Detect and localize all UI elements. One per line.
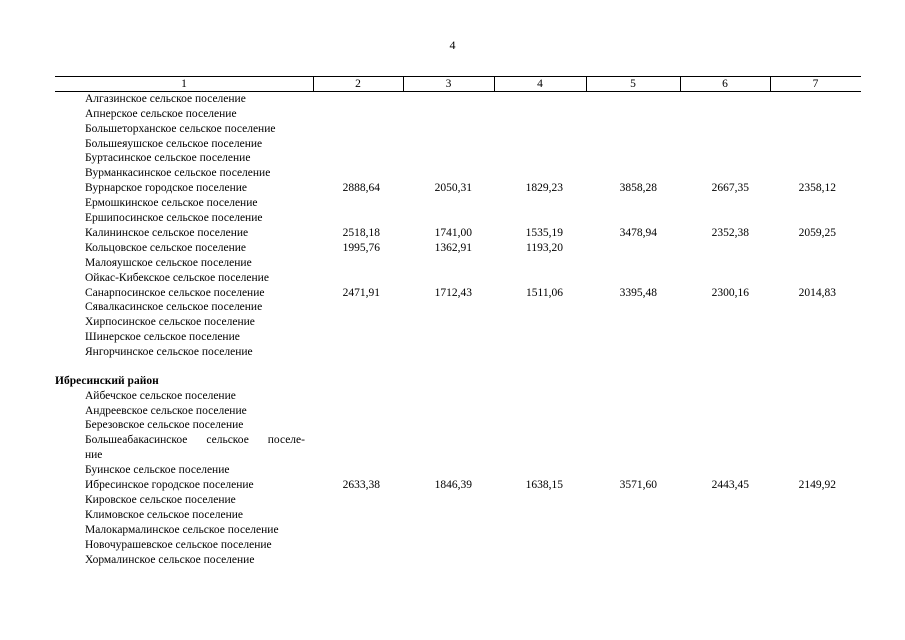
cell-col-6: 2352,38: [711, 227, 749, 239]
settlement-name: Ершипосинское сельское поселение: [85, 212, 263, 224]
settlement-name: [85, 433, 305, 448]
table-row: [0, 523, 905, 538]
table-row-continuation: [0, 448, 905, 463]
table-row: [0, 418, 905, 433]
table-row: [0, 508, 905, 523]
column-header-5: 5: [630, 78, 636, 90]
settlement-name: Янгорчинское сельское поселение: [85, 346, 253, 358]
table-row: [0, 181, 905, 196]
cell-col-7: 2059,25: [798, 227, 836, 239]
settlement-name-part: Большеабакасинское: [85, 434, 188, 446]
table-row: [0, 300, 905, 315]
district-heading-row: [0, 374, 905, 389]
table-row: [0, 256, 905, 271]
cell-col-6: 2300,16: [711, 287, 749, 299]
cell-col-5: 3478,94: [619, 227, 657, 239]
cell-col-3: 1741,00: [434, 227, 472, 239]
table-row: [0, 315, 905, 330]
settlement-name: Шинерское сельское поселение: [85, 331, 240, 343]
table-row: [0, 478, 905, 493]
table-row: [0, 166, 905, 181]
page-number: 4: [449, 38, 456, 52]
settlement-name: Малояушское сельское поселение: [85, 257, 252, 269]
cell-col-4: 1193,20: [526, 242, 563, 254]
cell-col-2: 2471,91: [342, 287, 380, 299]
settlement-name: Айбечское сельское поселение: [85, 390, 236, 402]
cell-col-3: 1712,43: [434, 287, 472, 299]
cell-col-2: 2888,64: [342, 182, 380, 194]
cell-col-3: 2050,31: [434, 182, 472, 194]
table-row: [0, 196, 905, 211]
settlement-name: Ойкас-Кибекское сельское поселение: [85, 272, 269, 284]
settlement-name-part: поселе-: [267, 434, 305, 446]
settlement-name: Алгазинское сельское поселение: [85, 93, 246, 105]
cell-col-7: 2149,92: [798, 479, 836, 491]
district-name: Ибресинский район: [55, 375, 159, 387]
cell-col-4: 1511,06: [526, 287, 563, 299]
settlement-name: Буинское сельское поселение: [85, 464, 230, 476]
settlement-name-part: сельское: [206, 434, 249, 446]
table-row: [0, 107, 905, 122]
column-header-7: 7: [812, 78, 819, 90]
cell-col-6: 2443,45: [711, 479, 749, 491]
settlement-name: Калининское сельское поселение: [85, 227, 249, 239]
settlement-name: Ермошкинское сельское поселение: [85, 197, 258, 209]
settlement-name-continuation: ние: [85, 449, 103, 461]
table-row: [0, 433, 905, 448]
table-row: [0, 404, 905, 419]
settlement-name: Большеторханское сельское поселение: [85, 123, 276, 135]
table-row: [0, 122, 905, 137]
table-row: [0, 463, 905, 478]
settlement-name: Буртасинское сельское поселение: [85, 152, 251, 164]
table-row: [0, 553, 905, 568]
table-row: [0, 151, 905, 166]
table-row: [0, 345, 905, 360]
table-row: [0, 241, 905, 256]
cell-col-5: 3858,28: [619, 182, 657, 194]
cell-col-5: 3571,60: [619, 479, 657, 491]
cell-col-2: 1995,76: [342, 242, 380, 254]
settlement-name: Апнерское сельское поселение: [85, 108, 237, 120]
settlement-name: Березовское сельское поселение: [85, 419, 244, 431]
column-header-1: 1: [181, 78, 187, 90]
cell-col-4: 1535,19: [525, 227, 563, 239]
table-row: [0, 211, 905, 226]
table-row: [0, 92, 905, 107]
cell-col-5: 3395,48: [619, 287, 657, 299]
column-header-6: 6: [722, 78, 728, 90]
settlement-name: Ибресинское городское поселение: [85, 479, 254, 491]
settlement-name: Хормалинское сельское поселение: [85, 554, 255, 566]
settlement-name: Андреевское сельское поселение: [85, 405, 247, 417]
settlement-name: Малокармалинское сельское поселение: [85, 524, 279, 536]
settlement-name: Сявалкасинское сельское поселение: [85, 301, 263, 313]
table-row: [0, 226, 905, 241]
column-header-3: 3: [445, 78, 452, 90]
table-row: [0, 493, 905, 508]
cell-col-2: 2633,38: [342, 479, 380, 491]
cell-col-7: 2358,12: [798, 182, 836, 194]
column-header-2: 2: [355, 78, 361, 90]
table-row: [0, 538, 905, 553]
cell-col-4: 1638,15: [525, 479, 563, 491]
cell-col-4: 1829,23: [525, 182, 563, 194]
cell-col-2: 2518,18: [342, 227, 380, 239]
cell-col-7: 2014,83: [798, 287, 836, 299]
settlement-name: Новочурашевское сельское поселение: [85, 539, 272, 551]
table-row: [0, 330, 905, 345]
settlement-name: Вурманкасинское сельское поселение: [85, 167, 271, 179]
settlement-name: Климовское сельское поселение: [85, 509, 244, 521]
settlement-name: Большеяушское сельское поселение: [85, 138, 263, 150]
table-row: [0, 271, 905, 286]
settlement-name: Кировское сельское поселение: [85, 494, 236, 506]
settlement-name: Кольцовское сельское поселение: [85, 242, 247, 254]
settlement-name: Санарпосинское сельское поселение: [85, 287, 265, 299]
cell-col-3: 1362,91: [434, 242, 472, 254]
table-row: [0, 137, 905, 152]
settlement-name: Вурнарское городское поселение: [85, 182, 247, 194]
cell-col-3: 1846,39: [434, 479, 472, 491]
settlement-name: Хирпосинское сельское поселение: [85, 316, 255, 328]
table-row: [0, 286, 905, 301]
table-row: [0, 389, 905, 404]
cell-col-6: 2667,35: [711, 182, 749, 194]
column-header-4: 4: [537, 78, 543, 90]
